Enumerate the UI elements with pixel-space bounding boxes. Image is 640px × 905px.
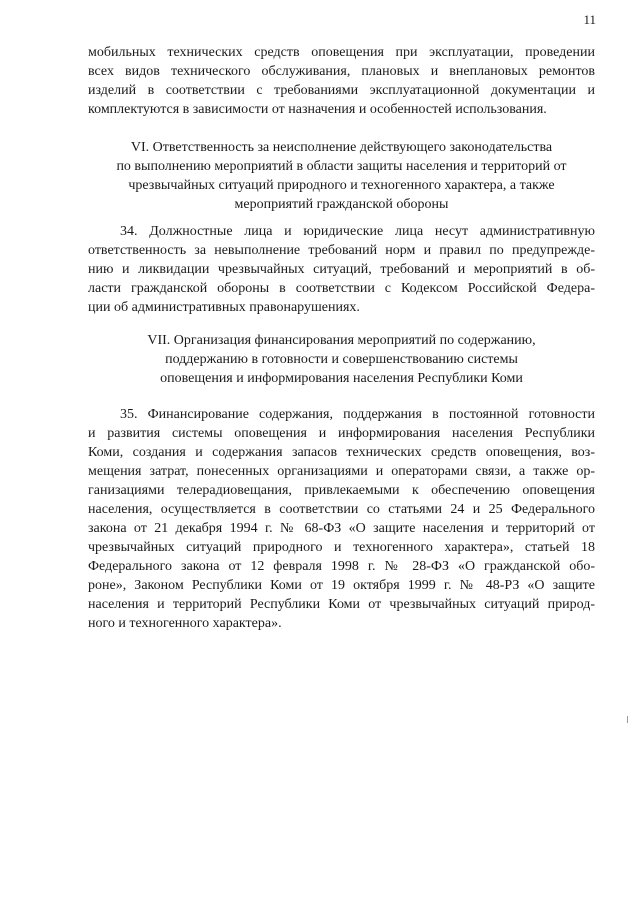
text-line: ции об административных правонарушениях. [88, 300, 360, 315]
text-line: Федерального закона от 12 февраля 1998 г. № 28-ФЗ «О гражданской обо- [88, 559, 595, 574]
text-line: 35. Финансирование содержания, поддержания в постоянной готовности [120, 407, 595, 422]
text-line: ласти гражданской обороны в соответствии с Кодексом Российской Федера- [88, 281, 595, 296]
text-line: ответственность за невыполнение требований норм и правил по предупрежде- [88, 243, 595, 258]
text-line: Коми, создания и содержания запасов технических средств оповещения, воз- [88, 445, 595, 460]
heading-line: поддержанию в готовности и совершенствованию системы [165, 352, 518, 367]
heading-line: VII. Организация финансирования мероприятий по содержанию, [147, 333, 536, 348]
text-line: изделий в соответствии с требованиями эксплуатационной документации и [88, 83, 595, 98]
text-line: комплектуются в зависимости от назначения и особенностей использования. [88, 102, 547, 117]
text-line: роне», Законом Республики Коми от 19 октября 1999 г. № 48-РЗ «О защите [88, 578, 595, 593]
text-line: нию и ликвидации чрезвычайных ситуаций, требований и мероприятий в об- [88, 262, 595, 277]
text-line: ного и техногенного характера». [88, 616, 282, 631]
text-line: всех видов технического обслуживания, плановых и внеплановых ремонтов [88, 64, 595, 79]
text-line: закона от 21 декабря 1994 г. № 68-ФЗ «О защите населения и территорий от [88, 521, 595, 536]
text-line: 34. Должностные лица и юридические лица несут административную [120, 224, 595, 239]
page-number: 11 [583, 12, 596, 27]
text-line: мобильных технических средств оповещения при эксплуатации, проведении [88, 45, 595, 60]
text-line: ганизациями телерадиовещания, привлекаемыми к обеспечению оповещения [88, 483, 595, 498]
heading-line: мероприятий гражданской обороны [234, 197, 449, 212]
text-line: населения и территорий Республики Коми от чрезвычайных ситуаций природ- [88, 597, 595, 612]
text-line: чрезвычайных ситуаций природного и техногенного характера», статьей 18 [88, 540, 595, 555]
scan-margin-mark [627, 716, 628, 723]
heading-line: по выполнению мероприятий в области защиты населения и территорий от [116, 159, 567, 174]
text-line: населения, осуществляется в соответствии со статьями 24 и 25 Федерального [88, 502, 595, 517]
text-line: и развития системы оповещения и информирования населения Республики [88, 426, 595, 441]
heading-line: чрезвычайных ситуаций природного и техногенного характера, а также [128, 178, 555, 193]
heading-line: оповещения и информирования населения Республики Коми [160, 371, 523, 386]
heading-line: VI. Ответственность за неисполнение действующего законодательства [130, 140, 553, 155]
text-line: мещения затрат, понесенных организациями и операторами связи, а также ор- [88, 464, 595, 479]
